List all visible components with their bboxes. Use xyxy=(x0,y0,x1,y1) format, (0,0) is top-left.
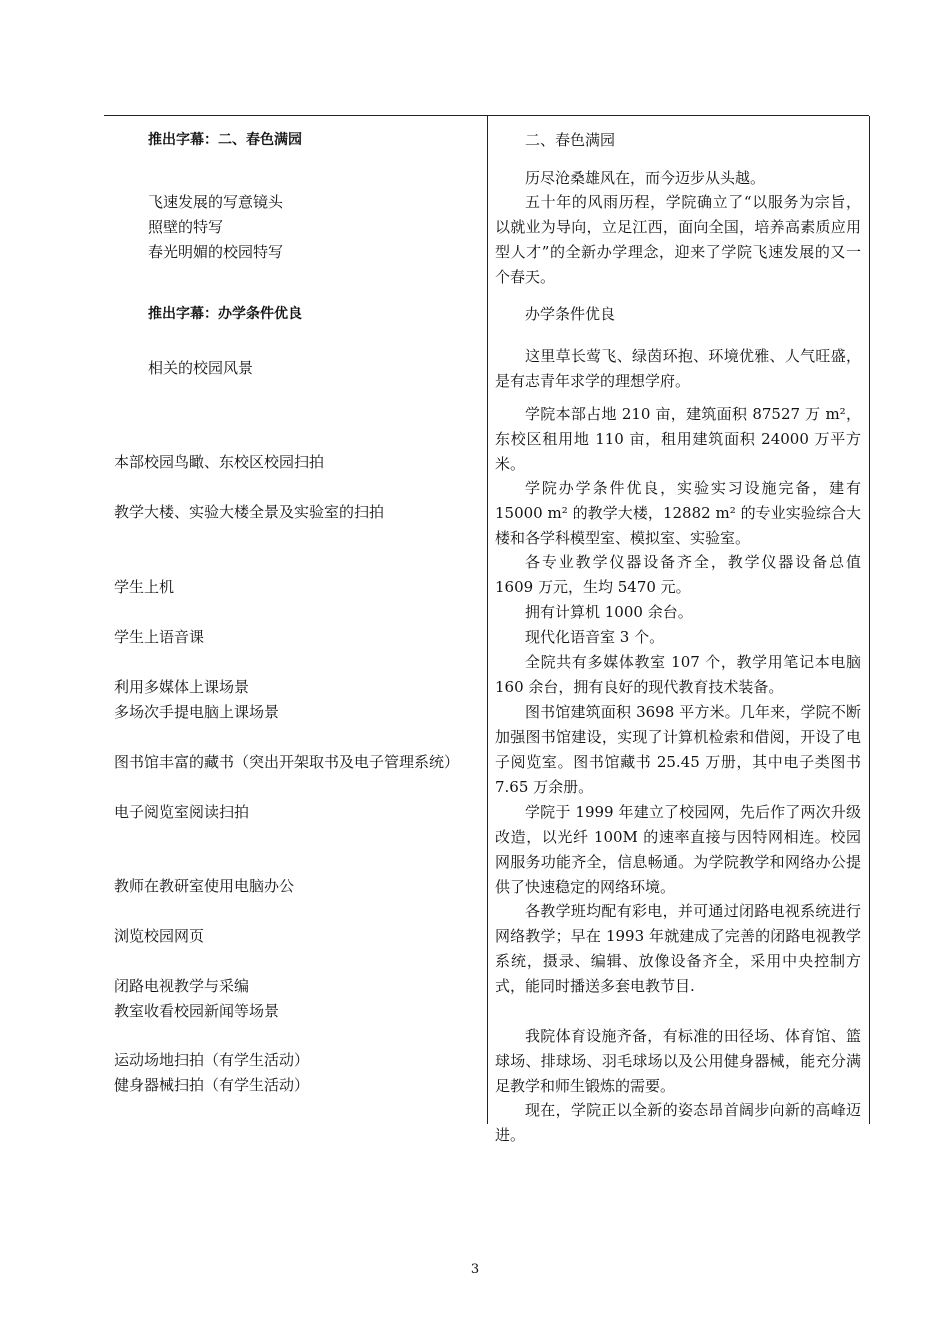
shot-text: 学生上机 xyxy=(114,578,175,596)
shot-text: 相关的校园风景 xyxy=(148,359,254,377)
narration-paragraph: 拥有计算机 1000 余台。 xyxy=(525,603,693,621)
narration-paragraph: 我院体育设施齐备，有标准的田径场、体育馆、篮球场、排球场、羽毛球场以及公用健身器械，能充分满足教学和师生锻炼的需要。 xyxy=(495,1027,861,1095)
narration-paragraph: 现代化语音室 3 个。 xyxy=(525,628,665,646)
shot-text: 多场次手提电脑上课场景 xyxy=(114,703,280,721)
narration-paragraph: 学院办学条件优良，实验实习设施完备，建有 15000 m² 的教学大楼，12882 m² 的专业实验综合大楼和各学科模型室、模拟室、实验室。 xyxy=(495,479,861,547)
narration-paragraph: 学院本部占地 210 亩，建筑面积 87527 万 m²，东校区租用地 110 亩，租用建筑面积 24000 万平方米。 xyxy=(495,405,861,473)
narration-paragraph: 全院共有多媒体教室 107 个，教学用笔记本电脑 160 余台，拥有良好的现代教育技术装备。 xyxy=(495,653,861,696)
shot-text: 健身器械扫拍（有学生活动） xyxy=(114,1076,310,1094)
shot-text: 学生上语音课 xyxy=(114,628,205,646)
shot-text: 闭路电视教学与采编 xyxy=(114,977,250,995)
narration-paragraph: 各专业教学仪器设备齐全，教学仪器设备总值 1609 万元，生均 5470 元。 xyxy=(495,553,861,596)
left-heading-2: 推出字幕：办学条件优良 xyxy=(148,306,302,322)
shot-text: 教学大楼、实验大楼全景及实验室的扫拍 xyxy=(114,503,385,521)
narration-paragraph: 历尽沧桑雄风在，而今迈步从头越。 xyxy=(525,169,766,187)
shot-text: 浏览校园网页 xyxy=(114,927,205,945)
narration-paragraph: 现在，学院正以全新的姿态昂首阔步向新的高峰迈进。 xyxy=(495,1101,861,1144)
shot-text: 运动场地扫拍（有学生活动） xyxy=(114,1051,310,1069)
narration-paragraph: 这里草长莺飞、绿茵环抱、环境优雅、人气旺盛，是有志青年求学的理想学府。 xyxy=(495,347,861,390)
shot-text: 利用多媒体上课场景 xyxy=(114,678,250,696)
shot-text: 照壁的特写 xyxy=(148,218,224,236)
shot-text: 春光明媚的校园特写 xyxy=(148,243,284,261)
page-number: 3 xyxy=(470,1262,480,1277)
narration-paragraph: 学院于 1999 年建立了校园网，先后作了两次升级改造，以光纤 100M 的速率直接与因特网相连。校园网服务功能齐全，信息畅通。为学院教学和网络办公提供了快速稳定的网络环境。 xyxy=(495,803,861,896)
narration-paragraph: 图书馆建筑面积 3698 平方米。几年来，学院不断加强图书馆建设，实现了计算机检索和借阅，开设了电子阅览室。图书馆藏书 25.45 万册，其中电子类图书 7.65 万余册。 xyxy=(495,703,861,796)
narration-paragraph: 各教学班均配有彩电，并可通过闭路电视系统进行网络教学；早在 1993 年就建成了完善的闭路电视教学系统，摄录、编辑、放像设备齐全，采用中央控制方式，能同时播送多套电教节目. xyxy=(495,902,861,995)
shot-text: 飞速发展的写意镜头 xyxy=(148,193,284,211)
table-right-border xyxy=(869,116,870,1124)
shot-text: 图书馆丰富的藏书（突出开架取书及电子管理系统） xyxy=(114,753,460,771)
narration-paragraph: 五十年的风雨历程，学院确立了“以服务为宗旨，以就业为导向，立足江西，面向全国，培养高素质应用型人才”的全新办学理念，迎来了学院飞速发展的又一个春天。 xyxy=(495,193,861,286)
right-heading-1: 二、春色满园 xyxy=(525,131,616,149)
shot-text: 电子阅览室阅读扫拍 xyxy=(114,803,250,821)
shot-text: 本部校园鸟瞰、东校区校园扫拍 xyxy=(114,453,325,471)
left-heading-1: 推出字幕：二、春色满园 xyxy=(148,132,302,148)
shot-text: 教室收看校园新闻等场景 xyxy=(114,1002,280,1020)
shot-text: 教师在教研室使用电脑办公 xyxy=(114,877,295,895)
right-heading-2: 办学条件优良 xyxy=(525,305,616,323)
column-divider xyxy=(487,116,488,1124)
